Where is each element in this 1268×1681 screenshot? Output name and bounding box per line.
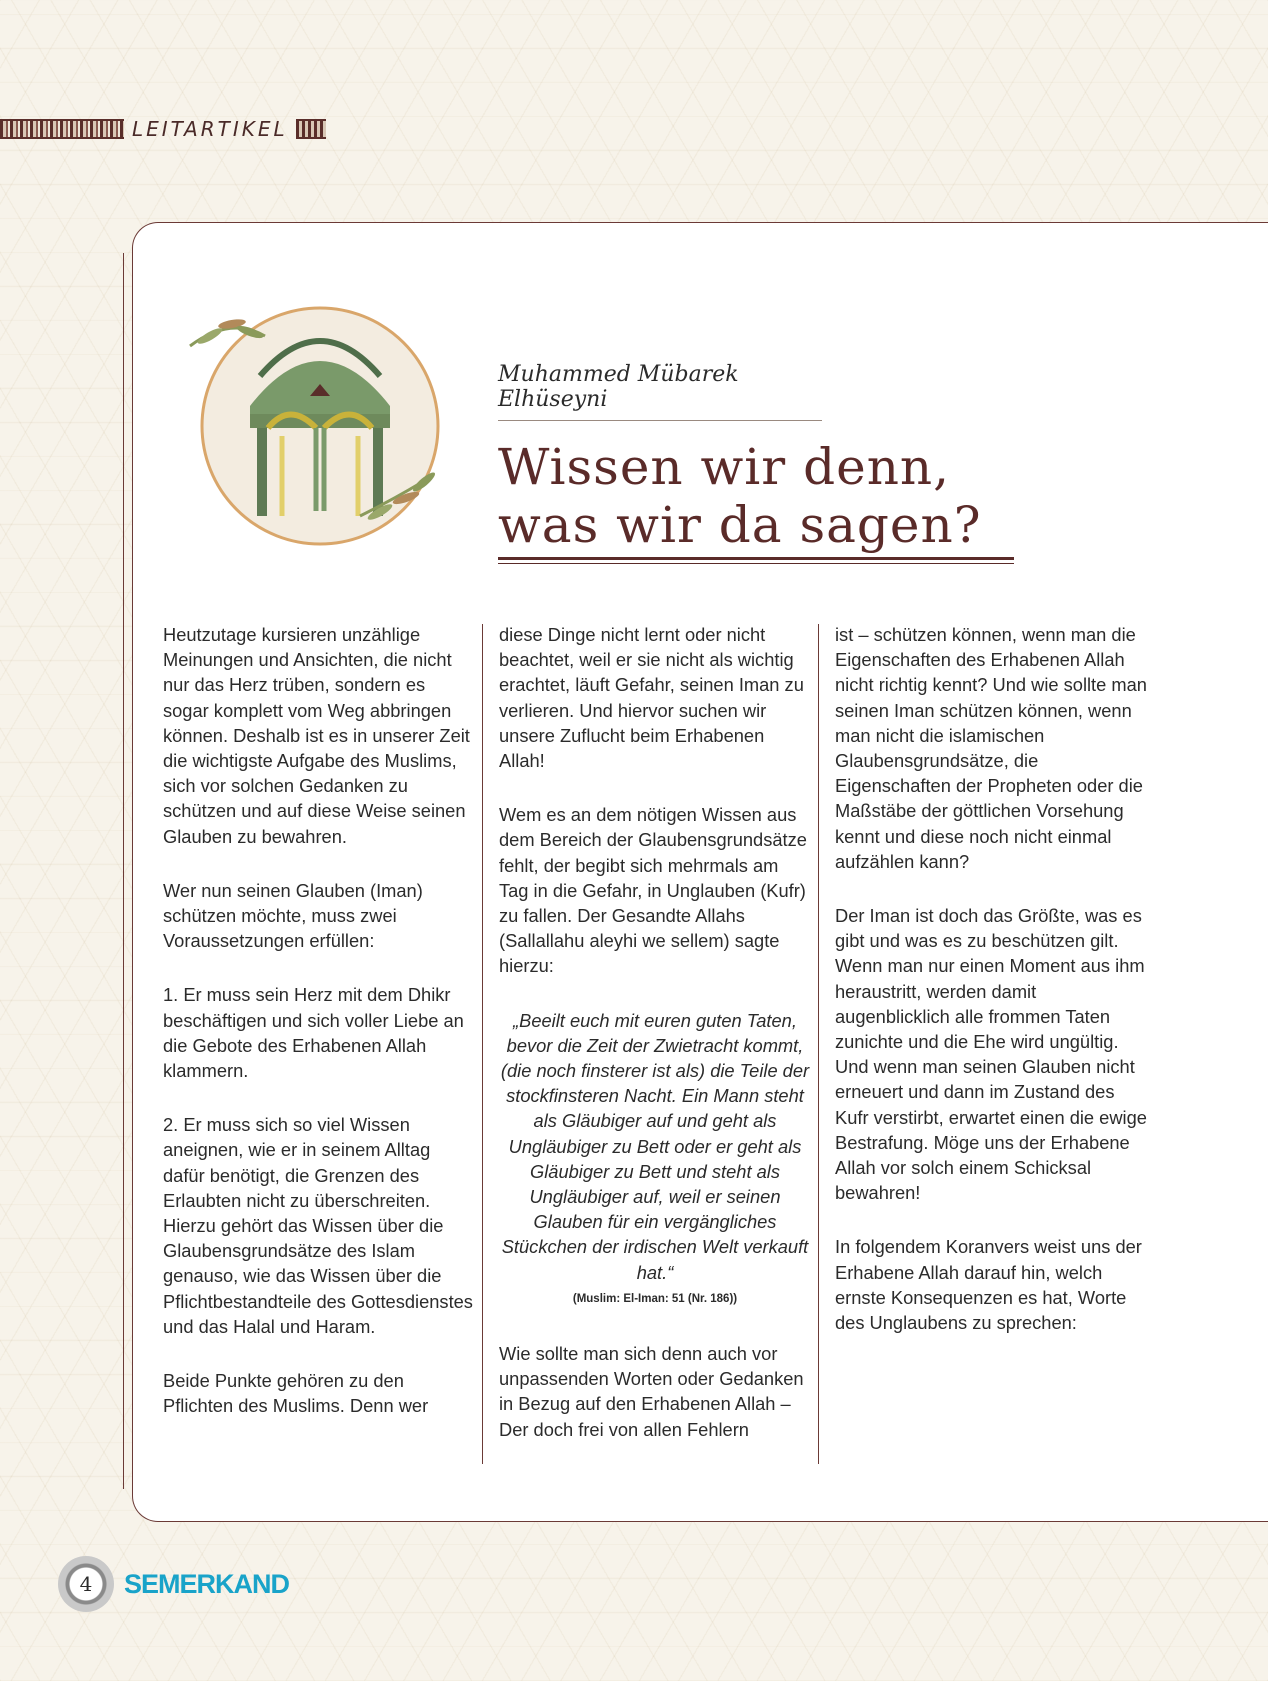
- page-number: 4: [79, 1572, 93, 1596]
- title-rule: [498, 557, 1014, 560]
- text-column-2: [499, 622, 811, 1471]
- page-footer: [58, 1556, 289, 1612]
- column-divider: [482, 624, 483, 1464]
- column-divider: [818, 624, 819, 1464]
- quote-source: (Muslim: El-Iman: 51 (Nr. 186)): [572, 1292, 738, 1305]
- section-header: [0, 116, 326, 142]
- article-title: Wissen wir denn, was wir da sagen?: [498, 438, 982, 554]
- paragraph: ist – schützen können, wenn man die Eigenschaften des Erhabenen Allah nicht richtig kennt? Und wie sollte man seinen Iman schützen können, wenn man nicht die islamischen Glaubensgrundsätze, die Eigenschaften der Propheten oder die Maßstäbe der göttlichen Vorsehung kennt und diese noch nicht einmal aufzählen kann?: [835, 624, 1147, 872]
- paragraph: 2. Er muss sich so viel Wissen aneignen, wie er in seinem Alltag dafür benötigt, die Grenzen des Erlaubten nicht zu überschreiten. Hierzu gehört das Wissen über die Glaubensgrundsätze des Islam genauso, wie das Wissen über die Pflichtbestandteile des Gottesdienstes und das Halal und Haram.: [163, 1114, 473, 1337]
- author-name: Muhammed Mübarek Elhüseyni: [498, 362, 822, 421]
- paragraph: Wem es an dem nötigen Wissen aus dem Bereich der Glaubensgrundsätze fehlt, der begibt sich mehrmals am Tag in die Gefahr, in Unglauben (Kufr) zu fallen. Der Gesandte Allahs (Sallallahu aleyhi we sellem) sagte hierzu:: [499, 804, 807, 977]
- paragraph: diese Dinge nicht lernt oder nicht beachtet, weil er sie nicht als wichtig erachtet, läuft Gefahr, seinen Iman zu verlieren. Und hiervor suchen wir unsere Zuflucht beim Erhabenen Allah!: [499, 624, 804, 772]
- paragraph: Wie sollte man sich denn auch vor unpassenden Worten oder Gedanken in Bezug auf den Erhabenen Allah – Der doch frei von allen Fehlern: [499, 1343, 804, 1440]
- brand-logo: SEMERKAND: [124, 1568, 290, 1599]
- text-column-1: [163, 622, 475, 1447]
- paragraph: 1. Er muss sein Herz mit dem Dhikr beschäftigen und sich voller Liebe an die Gebote des Erhabenen Allah klammern.: [163, 984, 464, 1082]
- paragraph: Der Iman ist doch das Größte, was es gibt und was es zu beschützen gilt. Wenn man nur einen Moment aus ihm heraustritt, werden damit augenblicklich alle frommen Taten zunichte und die Ehe wird ungültig. Und wenn man seinen Glauben nicht erneuert und dann im Zustand des Kufr verstirbt, erwartet einen die ewige Bestrafung. Möge uns der Erhabene Allah vor solch einem Schicksal bewahren!: [835, 905, 1147, 1204]
- ornament-small-icon: [296, 119, 326, 139]
- hadith-quote: „Beeilt euch mit euren guten Taten, bevor die Zeit der Zwietracht kommt, (die noch finsterer ist als) die Teile der stockfinsteren Nacht. Ein Mann steht als Gläubiger auf und geht als Ungläubiger zu Bett oder er geht als Gläubiger zu Bett und steht als Ungläubiger auf, weil er seinen Glauben für ein vergängliches Stückchen der irdischen Welt verkauft hat.“: [500, 1009, 810, 1283]
- paragraph: Beide Punkte gehören zu den Pflichten des Muslims. Denn wer: [163, 1370, 429, 1417]
- paragraph: Heutzutage kursieren unzählige Meinungen und Ansichten, die nicht nur das Herz trüben, sondern es sogar komplett vom Weg abbringen können. Deshalb ist es in unserer Zeit die wichtigste Aufgabe des Muslims, sich vor solchen Gedanken zu schützen und auf diese Weise seinen Glauben zu bewahren.: [163, 624, 470, 847]
- arch-dome-illustration: [170, 276, 470, 576]
- title-rule-thin: [498, 563, 1014, 564]
- ornament-band-icon: [0, 119, 124, 139]
- ornamental-badge-icon: [58, 1556, 114, 1612]
- paragraph: In folgendem Koranvers weist uns der Erhabene Allah darauf hin, welch ernste Konsequenzen es hat, Worte des Unglaubens zu sprechen:: [835, 1236, 1142, 1334]
- paragraph: Wer nun seinen Glauben (Iman) schützen möchte, muss zwei Voraussetzungen erfüllen:: [163, 879, 423, 952]
- section-label: LEITARTIKEL: [132, 117, 288, 141]
- text-column-3: [835, 622, 1147, 1364]
